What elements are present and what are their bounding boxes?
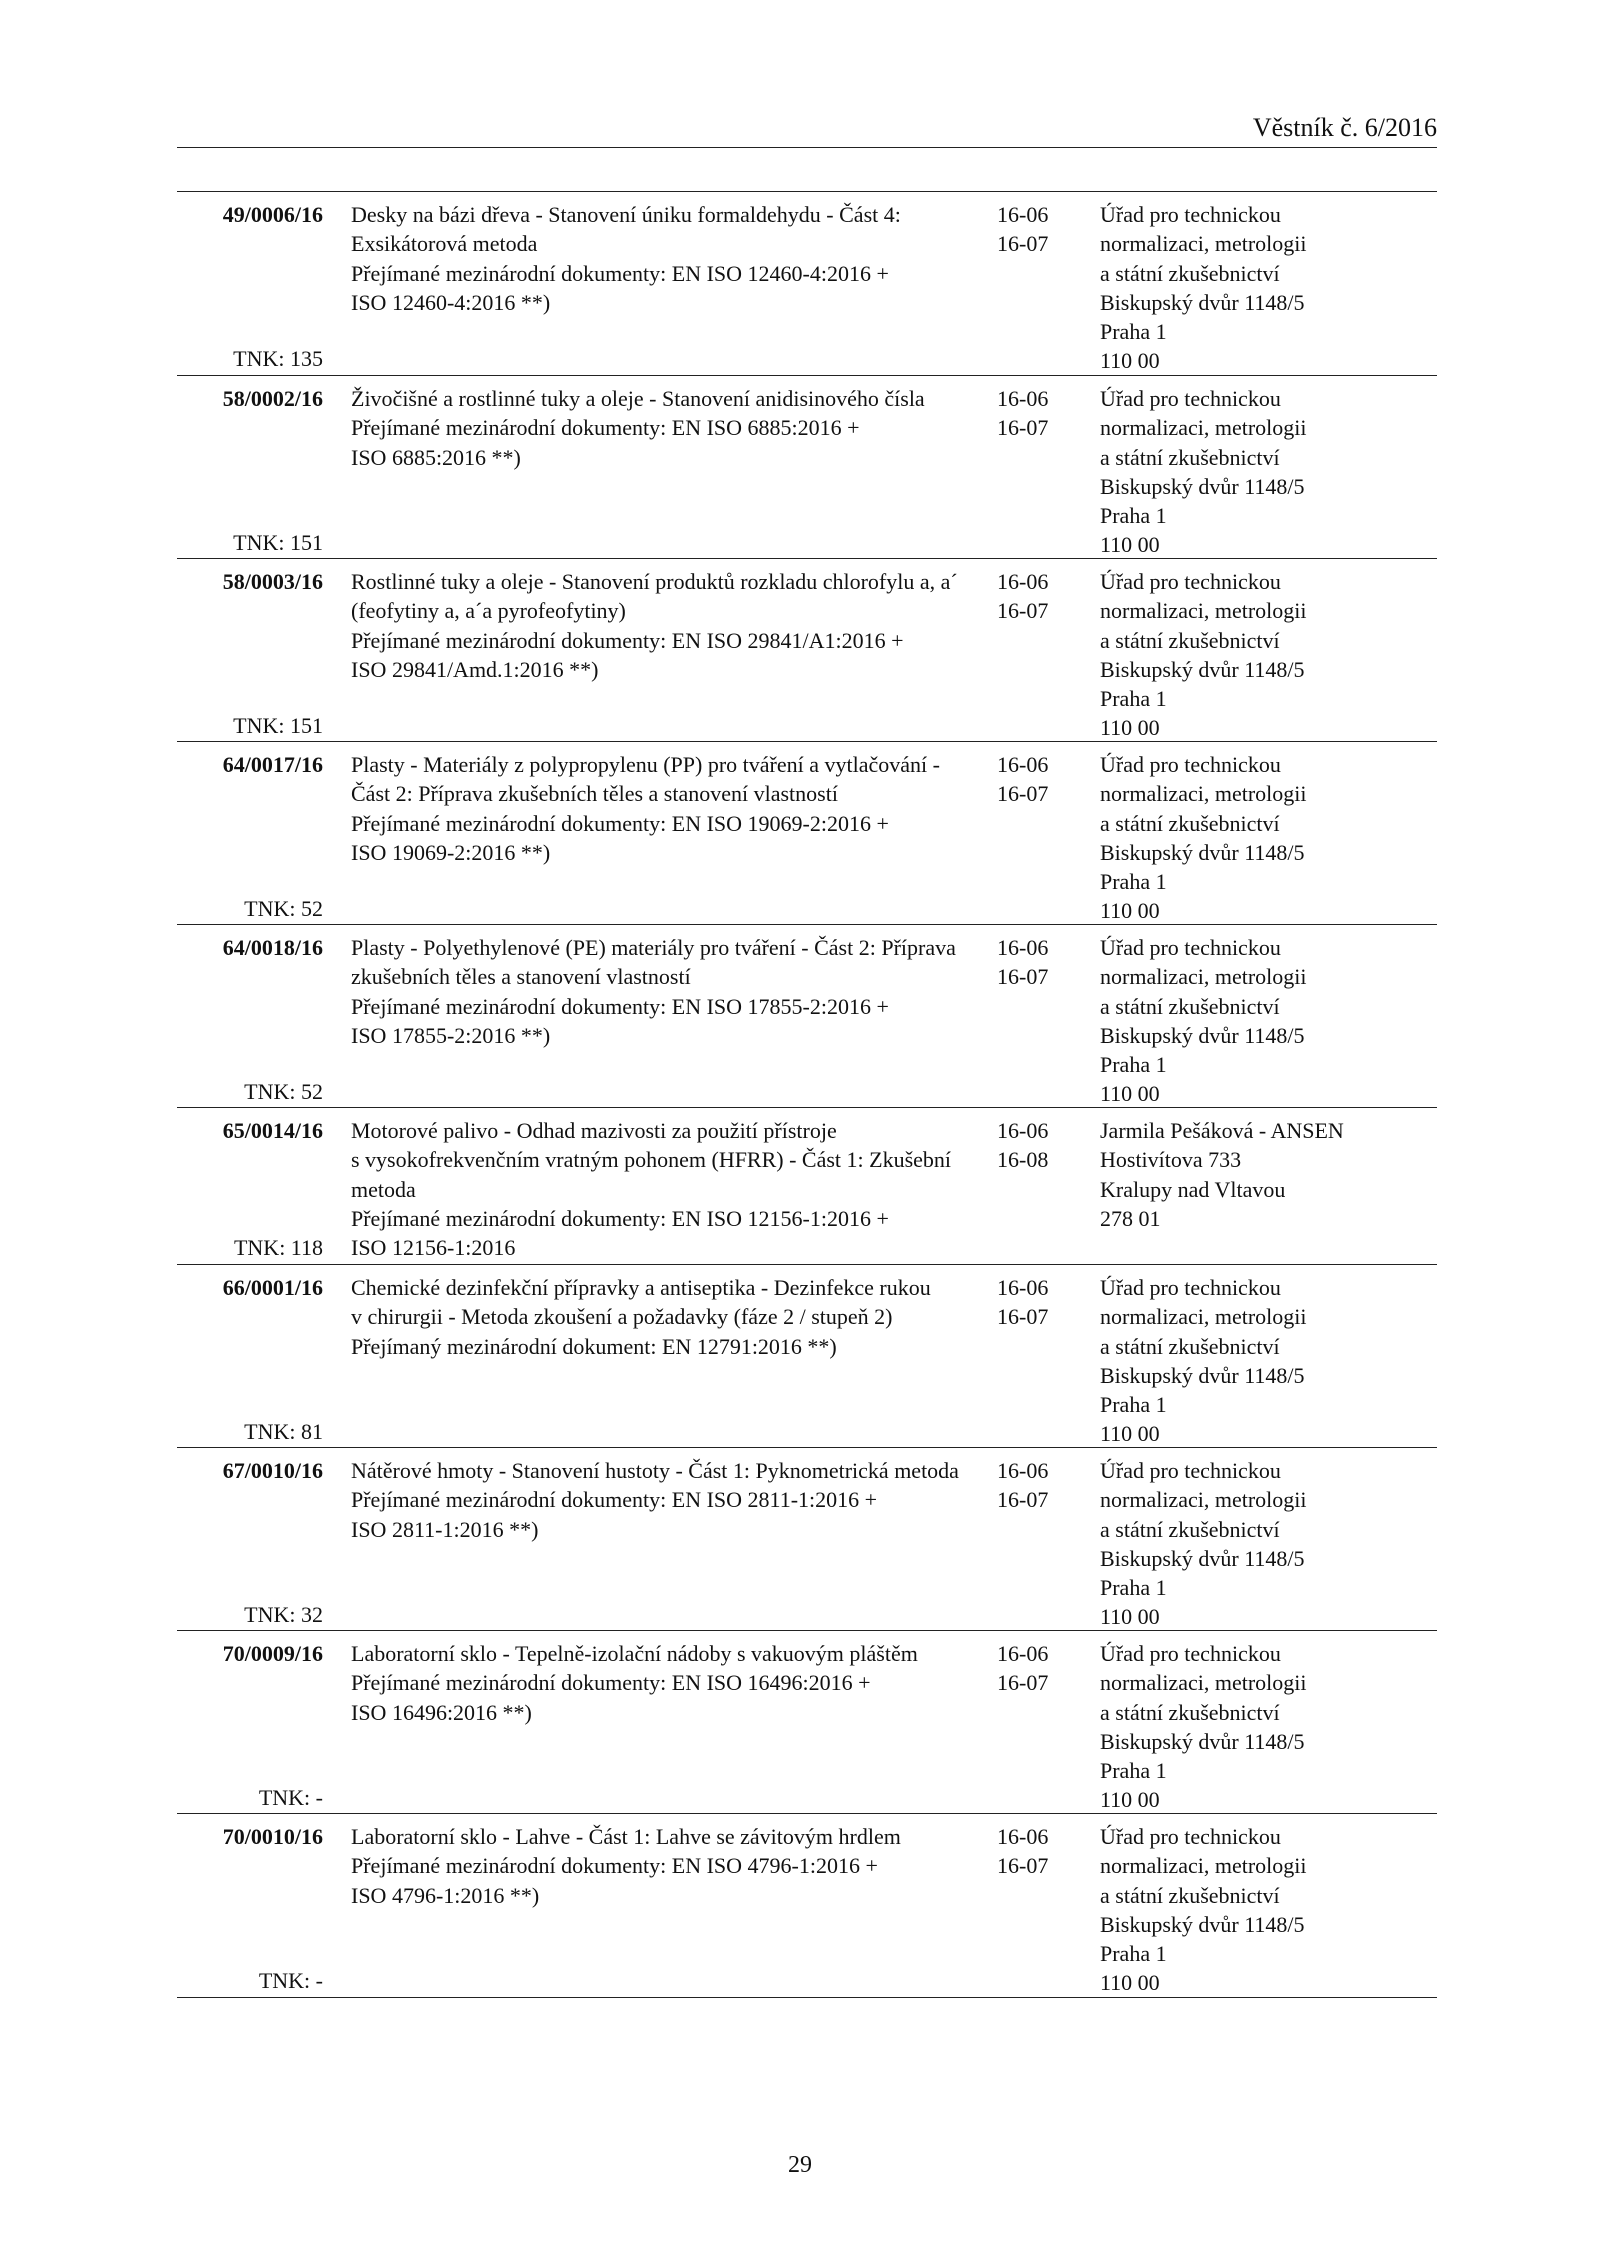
record-tnk: TNK: 52 — [244, 1079, 323, 1105]
record-id-column — [177, 1456, 333, 1632]
page-number: 29 — [788, 2152, 812, 2178]
record-tnk: TNK: 151 — [233, 530, 323, 556]
record-tnk: TNK: 52 — [244, 896, 323, 922]
record-address-line: Biskupský dvůr 1148/5 — [1100, 839, 1305, 865]
record-address — [1080, 1273, 1437, 1449]
record-address-line: normalizaci, metrologii — [1100, 1853, 1307, 1879]
record-title-line: Přejímané mezinárodní dokumenty: EN ISO 19069-2:2016 + — [351, 810, 889, 836]
record-address — [1080, 750, 1437, 926]
record-address — [1080, 384, 1437, 560]
record-id-column — [177, 1273, 333, 1449]
record-address-line: Úřad pro technickou — [1100, 569, 1281, 594]
record-title — [333, 200, 993, 376]
record-title-line: ISO 2811-1:2016 **) — [351, 1516, 539, 1542]
record-address — [1080, 200, 1437, 376]
record-title — [333, 567, 993, 743]
record-title-line: (feofytiny a, a´a pyrofeofytiny) — [351, 598, 626, 624]
record-address-line: Úřad pro technickou — [1100, 202, 1281, 227]
record-title-line: ISO 4796-1:2016 **) — [351, 1882, 540, 1908]
record-address — [1080, 1116, 1437, 1264]
record-address-line: 110 00 — [1100, 1081, 1160, 1107]
record-address-line: Praha 1 — [1100, 869, 1167, 895]
standard-record — [177, 1814, 1437, 1998]
record-id-column — [177, 1116, 333, 1264]
record-address-line: a státní zkušebnictví — [1100, 1516, 1280, 1542]
record-address-line: a státní zkušebnictví — [1100, 1882, 1280, 1908]
record-date: 16-07 — [997, 598, 1049, 624]
record-address-line: normalizaci, metrologii — [1100, 598, 1307, 624]
record-tnk: TNK: - — [258, 1785, 323, 1811]
record-dates — [993, 1639, 1080, 1815]
record-title-line: Plasty - Polyethylenové (PE) materiály pro tváření - Část 2: Příprava — [351, 935, 956, 960]
record-date: 16-06 — [997, 1275, 1049, 1300]
record-title-line: Přejímané mezinárodní dokumenty: EN ISO 6885:2016 + — [351, 415, 860, 441]
record-date: 16-07 — [997, 231, 1049, 257]
record-address-line: normalizaci, metrologii — [1100, 964, 1307, 990]
record-id-column — [177, 933, 333, 1109]
record-date: 16-07 — [997, 1853, 1049, 1879]
record-address-line: normalizaci, metrologii — [1100, 1304, 1307, 1330]
record-title-line: Přejímané mezinárodní dokumenty: EN ISO 12460-4:2016 + — [351, 260, 889, 286]
record-title-line: Laboratorní sklo - Lahve - Část 1: Lahve se závitovým hrdlem — [351, 1824, 901, 1849]
page-header-title: Věstník č. 6/2016 — [1252, 113, 1437, 142]
record-number: 64/0018/16 — [222, 935, 323, 960]
record-title — [333, 1639, 993, 1815]
record-date: 16-07 — [997, 1304, 1049, 1330]
record-title-line: Část 2: Příprava zkušebních těles a stanovení vlastností — [351, 781, 838, 807]
record-dates — [993, 1273, 1080, 1449]
record-date: 16-06 — [997, 202, 1049, 227]
record-address-line: Biskupský dvůr 1148/5 — [1100, 1545, 1305, 1571]
record-dates — [993, 750, 1080, 926]
record-date: 16-07 — [997, 1487, 1049, 1513]
record-tnk: TNK: - — [258, 1968, 323, 1994]
record-tnk: TNK: 81 — [244, 1419, 323, 1445]
record-number: 58/0002/16 — [222, 386, 323, 411]
record-number: 64/0017/16 — [222, 752, 323, 777]
record-dates — [993, 567, 1080, 743]
record-address-line: normalizaci, metrologii — [1100, 1670, 1307, 1696]
record-title-line: metoda — [351, 1176, 416, 1202]
record-address — [1080, 1822, 1437, 1998]
record-address — [1080, 567, 1437, 743]
record-title — [333, 1456, 993, 1632]
record-date: 16-06 — [997, 1118, 1049, 1143]
record-title-line: Desky na bázi dřeva - Stanovení úniku formaldehydu - Část 4: — [351, 202, 901, 227]
record-date: 16-06 — [997, 752, 1049, 777]
record-dates — [993, 933, 1080, 1109]
record-title-line: Chemické dezinfekční přípravky a antiseptika - Dezinfekce rukou — [351, 1275, 931, 1300]
record-address-line: Praha 1 — [1100, 1941, 1167, 1967]
record-dates — [993, 384, 1080, 560]
record-tnk: TNK: 135 — [233, 346, 323, 372]
record-title-line: zkušebních těles a stanovení vlastností — [351, 964, 691, 990]
record-address-line: 110 00 — [1100, 1970, 1160, 1996]
record-address-line: Biskupský dvůr 1148/5 — [1100, 1728, 1305, 1754]
record-id-column — [177, 200, 333, 376]
record-dates — [993, 1822, 1080, 1998]
standard-record — [177, 925, 1437, 1108]
record-dates — [993, 200, 1080, 376]
record-title-line: Plasty - Materiály z polypropylenu (PP) pro tváření a vytlačování - — [351, 752, 940, 777]
record-address-line: Úřad pro technickou — [1100, 1824, 1281, 1849]
record-date: 16-06 — [997, 1641, 1049, 1666]
standard-record — [177, 1108, 1437, 1265]
record-address-line: Praha 1 — [1100, 1575, 1167, 1601]
record-address-line: normalizaci, metrologii — [1100, 415, 1307, 441]
record-address-line: Úřad pro technickou — [1100, 935, 1281, 960]
record-address-line: Biskupský dvůr 1148/5 — [1100, 1022, 1305, 1048]
record-date: 16-06 — [997, 1824, 1049, 1849]
record-address-line: 110 00 — [1100, 348, 1160, 374]
record-id-column — [177, 1822, 333, 1998]
record-address-line: a státní zkušebnictví — [1100, 810, 1280, 836]
standard-record — [177, 192, 1437, 376]
record-address-line: normalizaci, metrologii — [1100, 1487, 1307, 1513]
record-title-line: ISO 29841/Amd.1:2016 **) — [351, 656, 599, 682]
record-address-line: 110 00 — [1100, 1604, 1160, 1630]
record-number: 58/0003/16 — [222, 569, 323, 594]
record-address-line: normalizaci, metrologii — [1100, 231, 1307, 257]
standard-record — [177, 1448, 1437, 1631]
record-address-line: a státní zkušebnictví — [1100, 444, 1280, 470]
record-tnk: TNK: 118 — [233, 1234, 323, 1260]
record-title-line: Přejímané mezinárodní dokumenty: EN ISO 2811-1:2016 + — [351, 1487, 878, 1513]
record-address-line: Úřad pro technickou — [1100, 752, 1281, 777]
record-title-line: Přejímaný mezinárodní dokument: EN 12791:2016 **) — [351, 1333, 837, 1359]
standard-record — [177, 1265, 1437, 1448]
record-address-line: Praha 1 — [1100, 1392, 1167, 1418]
record-address-line: a státní zkušebnictví — [1100, 627, 1280, 653]
record-title — [333, 1116, 993, 1264]
record-address-line: Úřad pro technickou — [1100, 1458, 1281, 1483]
record-date: 16-07 — [997, 964, 1049, 990]
record-title-line: Přejímané mezinárodní dokumenty: EN ISO 16496:2016 + — [351, 1670, 871, 1696]
record-title-line: Přejímané mezinárodní dokumenty: EN ISO 29841/A1:2016 + — [351, 627, 904, 653]
record-address-line: 110 00 — [1100, 532, 1160, 558]
record-date: 16-07 — [997, 415, 1049, 441]
record-address — [1080, 1639, 1437, 1815]
record-address-line: Biskupský dvůr 1148/5 — [1100, 656, 1305, 682]
record-title — [333, 933, 993, 1109]
record-address-line: Praha 1 — [1100, 686, 1167, 712]
record-title-line: Živočišné a rostlinné tuky a oleje - Stanovení anidisinového čísla — [351, 386, 925, 411]
record-address-line: Biskupský dvůr 1148/5 — [1100, 473, 1305, 499]
record-address-line: 110 00 — [1100, 715, 1160, 741]
record-address-line: Biskupský dvůr 1148/5 — [1100, 1911, 1305, 1937]
record-title-line: ISO 17855-2:2016 **) — [351, 1022, 551, 1048]
record-title-line: ISO 12156-1:2016 — [351, 1235, 516, 1261]
record-title — [333, 384, 993, 560]
record-dates — [993, 1456, 1080, 1632]
record-title-line: Laboratorní sklo - Tepelně-izolační nádoby s vakuovým pláštěm — [351, 1641, 918, 1666]
header-rule — [177, 147, 1437, 148]
record-number: 70/0009/16 — [222, 1641, 323, 1666]
record-address-line: a státní zkušebnictví — [1100, 260, 1280, 286]
record-title — [333, 1822, 993, 1998]
record-tnk: TNK: 32 — [244, 1602, 323, 1628]
record-date: 16-06 — [997, 386, 1049, 411]
record-address-line: Praha 1 — [1100, 1758, 1167, 1784]
record-number: 67/0010/16 — [222, 1458, 323, 1483]
record-address-line: Kralupy nad Vltavou — [1100, 1176, 1286, 1202]
record-address-line: Úřad pro technickou — [1100, 1275, 1281, 1300]
record-tnk: TNK: 151 — [233, 713, 323, 739]
record-number: 65/0014/16 — [222, 1118, 323, 1143]
record-address-line: a státní zkušebnictví — [1100, 993, 1280, 1019]
record-id-column — [177, 750, 333, 926]
record-id-column — [177, 567, 333, 743]
record-title-line: ISO 6885:2016 **) — [351, 444, 521, 470]
record-title-line: Přejímané mezinárodní dokumenty: EN ISO 17855-2:2016 + — [351, 993, 889, 1019]
record-address — [1080, 1456, 1437, 1632]
record-address-line: a státní zkušebnictví — [1100, 1699, 1280, 1725]
record-address-line: Jarmila Pešáková - ANSEN — [1100, 1118, 1344, 1143]
record-title-line: Rostlinné tuky a oleje - Stanovení produktů rozkladu chlorofylu a, a´ — [351, 569, 958, 594]
record-id-column — [177, 1639, 333, 1815]
record-address-line: Praha 1 — [1100, 503, 1167, 529]
record-number: 66/0001/16 — [222, 1275, 323, 1300]
record-address-line: Úřad pro technickou — [1100, 1641, 1281, 1666]
record-title-line: ISO 12460-4:2016 **) — [351, 289, 551, 315]
record-address-line: Biskupský dvůr 1148/5 — [1100, 289, 1305, 315]
standard-record — [177, 742, 1437, 925]
record-date: 16-08 — [997, 1147, 1049, 1173]
record-title-line: Exsikátorová metoda — [351, 231, 538, 257]
record-title-line: Přejímané mezinárodní dokumenty: EN ISO 4796-1:2016 + — [351, 1853, 878, 1879]
standards-list — [177, 191, 1437, 1998]
record-address-line: normalizaci, metrologii — [1100, 781, 1307, 807]
standard-record — [177, 376, 1437, 559]
record-date: 16-07 — [997, 1670, 1049, 1696]
record-address-line: 110 00 — [1100, 1421, 1160, 1447]
standard-record — [177, 559, 1437, 742]
record-address-line: Úřad pro technickou — [1100, 386, 1281, 411]
record-title-line: Motorové palivo - Odhad mazivosti za použití přístroje — [351, 1118, 837, 1143]
record-address-line: Praha 1 — [1100, 1052, 1167, 1078]
standard-record — [177, 1631, 1437, 1814]
record-address-line: 110 00 — [1100, 898, 1160, 924]
record-address-line: a státní zkušebnictví — [1100, 1333, 1280, 1359]
record-id-column — [177, 384, 333, 560]
record-date: 16-07 — [997, 781, 1049, 807]
record-address-line: Praha 1 — [1100, 319, 1167, 345]
record-address-line: 278 01 — [1100, 1205, 1161, 1231]
record-title-line: Nátěrové hmoty - Stanovení hustoty - Část 1: Pyknometrická metoda — [351, 1458, 959, 1483]
record-number: 49/0006/16 — [222, 202, 323, 227]
record-title — [333, 1273, 993, 1449]
record-title — [333, 750, 993, 926]
record-title-line: s vysokofrekvenčním vratným pohonem (HFRR) - Část 1: Zkušební — [351, 1147, 952, 1173]
record-address-line: Hostivítova 733 — [1100, 1147, 1242, 1173]
record-date: 16-06 — [997, 569, 1049, 594]
record-title-line: Přejímané mezinárodní dokumenty: EN ISO 12156-1:2016 + — [351, 1205, 889, 1231]
record-title-line: ISO 16496:2016 **) — [351, 1699, 532, 1725]
record-dates — [993, 1116, 1080, 1264]
record-address — [1080, 933, 1437, 1109]
record-number: 70/0010/16 — [222, 1824, 323, 1849]
record-address-line: Biskupský dvůr 1148/5 — [1100, 1362, 1305, 1388]
record-title-line: ISO 19069-2:2016 **) — [351, 839, 551, 865]
record-address-line: 110 00 — [1100, 1787, 1160, 1813]
record-date: 16-06 — [997, 935, 1049, 960]
record-date: 16-06 — [997, 1458, 1049, 1483]
record-title-line: v chirurgii - Metoda zkoušení a požadavky (fáze 2 / stupeň 2) — [351, 1304, 893, 1330]
